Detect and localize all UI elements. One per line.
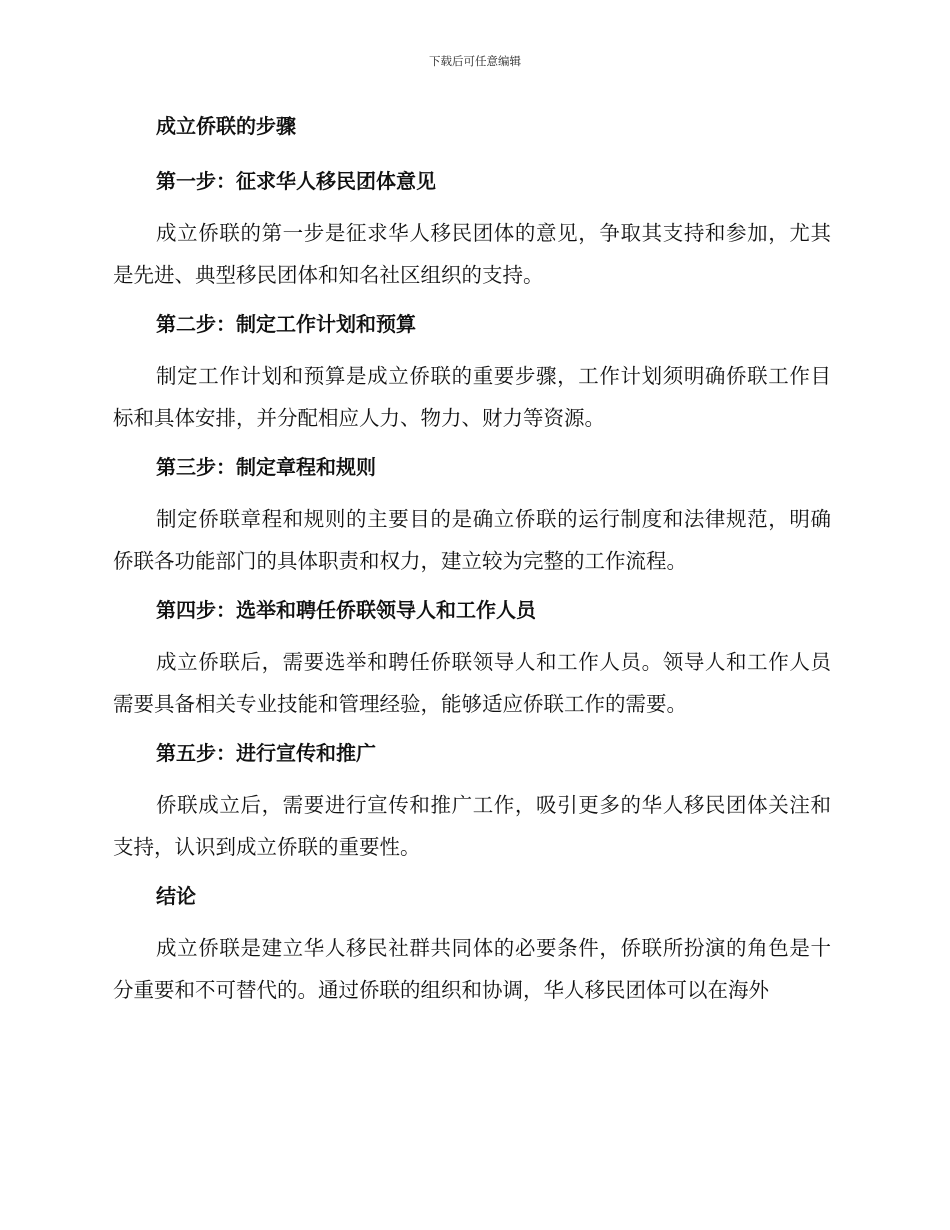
document-body xyxy=(113,110,831,1011)
section-heading-conclusion: 结论 xyxy=(156,884,196,908)
section-paragraph-step-5: 侨联成立后，需要进行宣传和推广工作，吸引更多的华人移民团体关注和支持，认识到成立侨联的重要性。 xyxy=(113,793,831,859)
section-heading-step-5: 第五步：进行宣传和推广 xyxy=(156,741,376,765)
section-heading-step-1: 第一步：征求华人移民团体意见 xyxy=(156,169,436,193)
section-paragraph-step-3: 制定侨联章程和规则的主要目的是确立侨联的运行制度和法律规范，明确侨联各功能部门的具体职责和权力，建立较为完整的工作流程。 xyxy=(113,507,831,573)
section-paragraph-step-4: 成立侨联后，需要选举和聘任侨联领导人和工作人员。领导人和工作人员需要具备相关专业技能和管理经验，能够适应侨联工作的需要。 xyxy=(113,650,831,716)
page-header: 下载后可任意编辑 xyxy=(429,54,521,68)
section-paragraph-conclusion: 成立侨联是建立华人移民社群共同体的必要条件，侨联所扮演的角色是十分重要和不可替代的。通过侨联的组织和协调，华人移民团体可以在海外 xyxy=(113,936,831,1002)
section-paragraph-step-1: 成立侨联的第一步是征求华人移民团体的意见，争取其支持和参加，尤其是先进、典型移民团体和知名社区组织的支持。 xyxy=(113,221,831,287)
document-title: 成立侨联的步骤 xyxy=(156,114,296,138)
section-heading-step-4: 第四步：选举和聘任侨联领导人和工作人员 xyxy=(156,598,536,622)
section-heading-step-3: 第三步：制定章程和规则 xyxy=(156,455,376,479)
section-heading-step-2: 第二步：制定工作计划和预算 xyxy=(156,312,416,336)
section-paragraph-step-2: 制定工作计划和预算是成立侨联的重要步骤，工作计划须明确侨联工作目标和具体安排，并分配相应人力、物力、财力等资源。 xyxy=(113,364,831,430)
